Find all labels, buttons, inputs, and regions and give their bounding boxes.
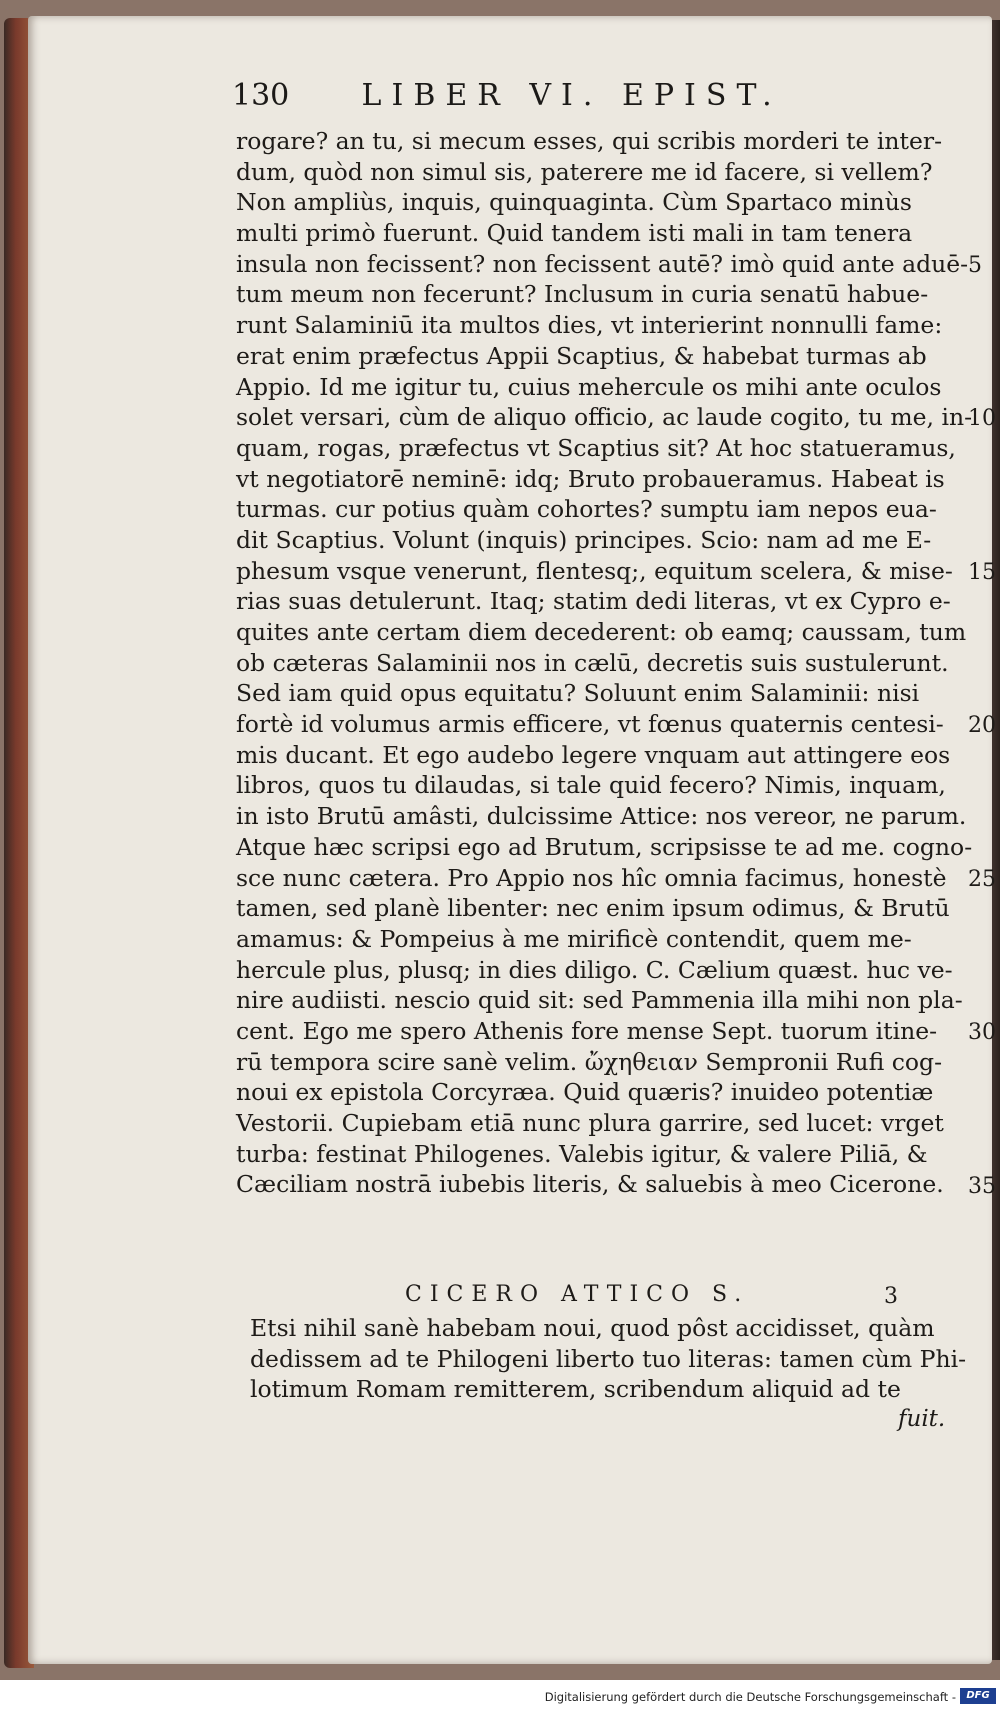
margin-line-number: 15 — [968, 559, 996, 585]
text-line: dum, quòd non simul sis, paterere me id facere, si vellem? — [236, 157, 933, 186]
text-line: phesum vsque venerunt, flentesq;, equitum scelera, & mise- — [236, 556, 953, 585]
text-line: nire audiisti. nescio quid sit: sed Pammenia illa mihi non pla- — [236, 986, 963, 1015]
text-line: multi primò fuerunt. Quid tandem isti mali in tam tenera — [236, 219, 913, 248]
dfg-logo-icon: DFG — [960, 1688, 996, 1704]
letter-line: dedissem ad te Philogeni liberto tuo literas: tamen cùm Phi- — [250, 1344, 967, 1373]
text-line: vt negotiatorē neminē: idq; Bruto probaueramus. Habeat is — [236, 464, 945, 493]
text-line: turmas. cur potius quàm cohortes? sumptu iam nepos eua- — [236, 495, 937, 524]
catchword: fuit. — [898, 1406, 946, 1432]
margin-line-number: 20 — [968, 713, 996, 739]
text-line: Cæciliam nostrā iubebis literis, & saluebis à meo Cicerone. — [236, 1170, 944, 1199]
text-line: noui ex epistola Corcyræa. Quid quæris? inuideo potentiæ — [236, 1078, 934, 1107]
text-line: tum meum non fecerunt? Inclusum in curia senatū habue- — [236, 280, 929, 309]
margin-line-number: 10 — [968, 406, 996, 432]
text-line: rū tempora scire sanè velim. ὤχηθειαν Sempronii Rufi cog- — [236, 1047, 943, 1076]
text-line: solet versari, cùm de aliquo officio, ac laude cogito, tu me, in- — [236, 403, 973, 432]
text-line: erat enim præfectus Appii Scaptius, & habebat turmas ab — [236, 341, 927, 370]
text-line: fortè id volumus armis efficere, vt fœnus quaternis centesi- — [236, 710, 944, 739]
text-line: quam, rogas, præfectus vt Scaptius sit? At hoc statueramus, — [236, 433, 956, 462]
digitization-footer — [0, 1686, 1000, 1710]
text-line: insula non fecissent? non fecissent autē? imò quid ante aduē- — [236, 249, 969, 278]
letter-number: 3 — [884, 1284, 898, 1309]
text-line: rogare? an tu, si mecum esses, qui scribis morderi te inter- — [236, 127, 943, 155]
text-line: Sed iam quid opus equitatu? Soluunt enim Salaminii: nisi — [236, 679, 920, 708]
text-line: quites ante certam diem decederent: ob eamq; caussam, tum — [236, 618, 967, 646]
letter-line: lotimum Romam remitterem, scribendum aliquid ad te — [250, 1375, 901, 1404]
text-line: libros, quos tu dilaudas, si tale quid fecero? Nimis, inquam, — [236, 771, 946, 800]
text-line: tamen, sed planè libenter: nec enim ipsum odimus, & Brutū — [236, 894, 950, 923]
text-line: turba: festinat Philogenes. Valebis igitur, & valere Piliā, & — [236, 1139, 928, 1168]
text-line: cent. Ego me spero Athenis fore mense Sept. tuorum itine- — [236, 1016, 938, 1045]
text-line: dit Scaptius. Volunt (inquis) principes. Scio: nam ad me E- — [236, 525, 932, 554]
text-line: Atque hæc scripsi ego ad Brutum, scripsisse te ad me. cogno- — [236, 832, 973, 861]
text-line: Vestorii. Cupiebam etiā nunc plura garrire, sed lucet: vrget — [236, 1109, 944, 1137]
page-number: 130 — [232, 78, 290, 113]
text-line: runt Salaminiū ita multos dies, vt interierint nonnulli fame: — [236, 311, 943, 340]
text-line: ob cæteras Salaminii nos in cælū, decretis suis sustulerunt. — [236, 648, 949, 677]
margin-line-number: 5 — [968, 252, 982, 278]
running-head-title: LIBER VI. EPIST. — [361, 78, 782, 113]
text-line: rias suas detulerunt. Itaq; statim dedi literas, vt ex Cypro e- — [236, 587, 951, 616]
margin-line-number: 30 — [968, 1020, 996, 1046]
footer-credit: Digitalisierung gefördert durch die Deutsche Forschungsgemeinschaft - — [544, 1690, 956, 1704]
text-line: mis ducant. Et ego audebo legere vnquam aut attingere eos — [236, 740, 951, 769]
new-letter-body — [250, 1313, 967, 1405]
running-head — [232, 78, 832, 118]
text-line: in isto Brutū amâsti, dulcissime Attice: nos vereor, ne parum. — [236, 802, 967, 831]
letter-text-body — [236, 126, 973, 1200]
margin-line-number: 35 — [968, 1173, 996, 1199]
text-line: sce nunc cætera. Pro Appio nos hîc omnia facimus, honestè — [236, 863, 947, 892]
margin-line-number: 25 — [968, 866, 996, 892]
text-line: hercule plus, plusq; in dies diligo. C. Cælium quæst. huc ve- — [236, 955, 953, 984]
text-line: Appio. Id me igitur tu, cuius mehercule os mihi ante oculos — [236, 372, 942, 401]
text-line: amamus: & Pompeius à me mirificè contendit, quem me- — [236, 924, 912, 953]
text-line: Non ampliùs, inquis, quinquaginta. Cùm Spartaco minùs — [236, 188, 912, 217]
letter-heading: CICERO ATTICO S. — [405, 1282, 750, 1307]
letter-line: Etsi nihil sanè habebam noui, quod pôst accidisset, quàm — [250, 1314, 935, 1342]
